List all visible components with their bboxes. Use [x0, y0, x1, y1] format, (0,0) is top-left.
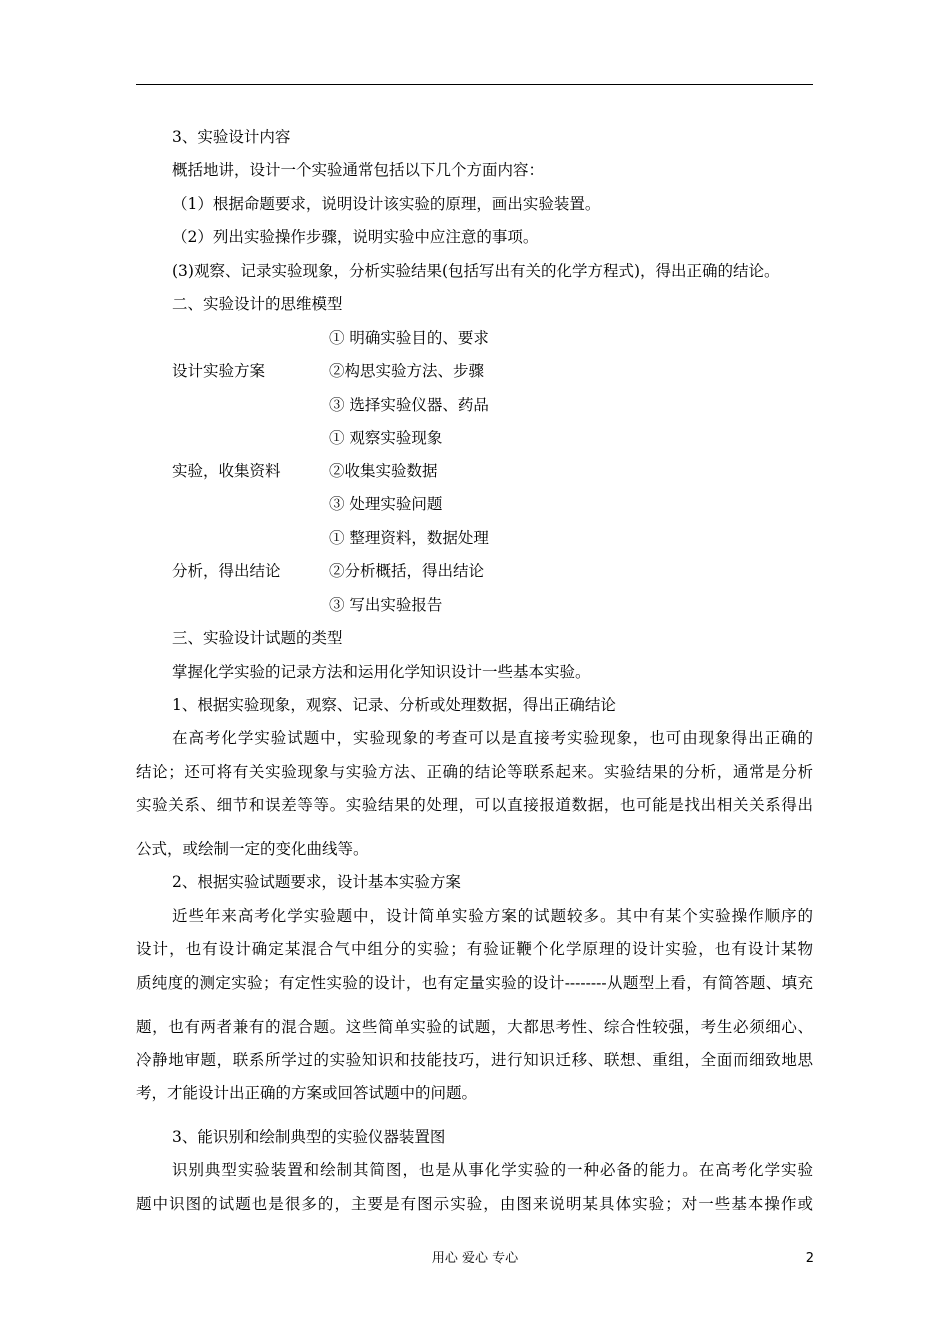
- paragraph: 掌握化学实验的记录方法和运用化学知识设计一些基本实验。: [172, 663, 591, 681]
- paragraph-line: 近些年来高考化学实验题中，设计简单实验方案的试题较多。其中有某个实验操作顺序的: [172, 907, 813, 925]
- paragraph-line: 题中识图的试题也是很多的，主要是有图示实验，由图来说明某具体实验；对一些基本操作或: [136, 1195, 813, 1213]
- paragraph: 概括地讲，设计一个实验通常包括以下几个方面内容：: [172, 161, 545, 179]
- model-item: ① 明确实验目的、要求: [329, 329, 489, 347]
- model-item: ②构思实验方法、步骤: [329, 362, 485, 380]
- model-label: 设计实验方案: [172, 362, 266, 380]
- paragraph-line: 实验关系、细节和误差等等。实验结果的处理，可以直接报道数据，也可能是找出相关关系得出: [136, 796, 813, 814]
- section-heading: 三、实验设计试题的类型: [172, 629, 343, 647]
- model-item: ②收集实验数据: [329, 462, 438, 480]
- header-rule: [136, 84, 813, 85]
- paragraph-line: 考，才能设计出正确的方案或回答试题中的问题。: [136, 1084, 478, 1102]
- model-item: ②分析概括，得出结论: [329, 562, 485, 580]
- model-item: ③ 选择实验仪器、药品: [329, 396, 489, 414]
- model-label: 分析，得出结论: [172, 562, 281, 580]
- paragraph-line: 冷静地审题，联系所学过的实验知识和技能技巧，进行知识迁移、联想、重组，全面而细致地思: [136, 1051, 813, 1069]
- model-item: ③ 写出实验报告: [329, 596, 443, 614]
- model-label: 实验，收集资料: [172, 462, 281, 480]
- paragraph-line: 结论；还可将有关实验现象与实验方法、正确的结论等联系起来。实验结果的分析，通常是分析: [136, 763, 813, 781]
- section-heading: 二、实验设计的思维模型: [172, 295, 343, 313]
- model-item: ③ 处理实验问题: [329, 495, 443, 513]
- paragraph-line: 设计，也有设计确定某混合气中组分的实验；有验证鞭个化学原理的设计实验，也有设计某物: [136, 940, 813, 958]
- page-number: 2: [805, 1251, 814, 1266]
- list-item: （1）根据命题要求，说明设计该实验的原理，画出实验装置。: [172, 195, 601, 213]
- subsection-heading: 3、能识别和绘制典型的实验仪器装置图: [172, 1128, 446, 1146]
- list-item: （2）列出实验操作步骤，说明实验中应注意的事项。: [172, 228, 539, 246]
- paragraph-line: 在高考化学实验试题中，实验现象的考查可以是直接考实验现象，也可由现象得出正确的: [172, 729, 813, 747]
- model-item: ① 整理资料，数据处理: [329, 529, 489, 547]
- footer-text: 用心 爱心 专心: [431, 1251, 519, 1266]
- section-heading: 3、实验设计内容: [172, 128, 291, 146]
- list-item: (3)观察、记录实验现象，分析实验结果(包括写出有关的化学方程式)，得出正确的结论。: [172, 262, 780, 280]
- subsection-heading: 2、根据实验试题要求，设计基本实验方案: [172, 873, 461, 891]
- subsection-heading: 1、根据实验现象，观察、记录、分析或处理数据，得出正确结论: [172, 696, 616, 714]
- paragraph-line: 质纯度的测定实验；有定性实验的设计，也有定量实验的设计--------从题型上看，有简答题、填充: [136, 974, 813, 992]
- paragraph-line: 识别典型实验装置和绘制其简图，也是从事化学实验的一种必备的能力。在高考化学实验: [172, 1161, 813, 1179]
- paragraph-line: 公式，或绘制一定的变化曲线等。: [136, 840, 369, 858]
- model-item: ① 观察实验现象: [329, 429, 443, 447]
- paragraph-line: 题，也有两者兼有的混合题。这些简单实验的试题，大都思考性、综合性较强，考生必须细心、: [136, 1018, 813, 1036]
